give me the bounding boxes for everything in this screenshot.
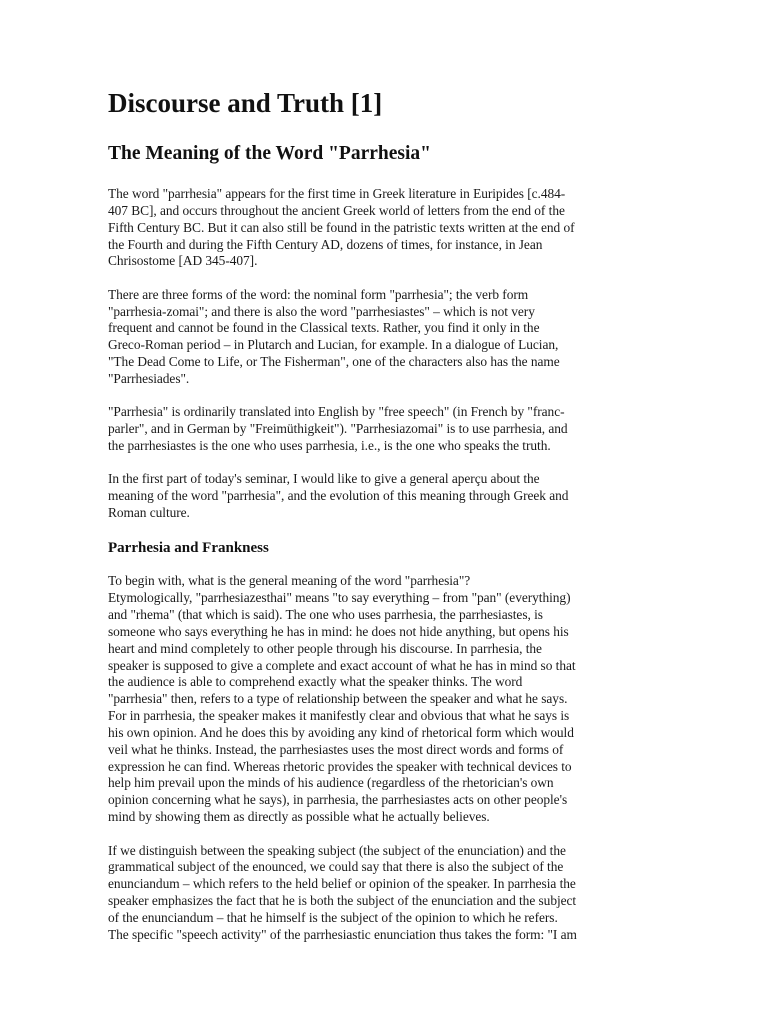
- text-line: expression he can find. Whereas rhetoric provides the speaker with technical devices to: [108, 758, 572, 774]
- text-line: parler", and in German by "Freimüthigkeit"). "Parrhesiazomai" is to use parrhesia, and: [108, 421, 568, 437]
- section-paragraph-1: [108, 573, 658, 826]
- text-line: someone who says everything he has in mind: he does not hide anything, but opens his: [108, 623, 569, 639]
- text-line: the parrhesiastes is the one who uses parrhesia, i.e., is the one who speaks the truth.: [108, 437, 551, 453]
- text-line: "parrhesia-zomai"; and there is also the word "parrhesiastes" – which is not very: [108, 303, 535, 319]
- text-line: 407 BC], and occurs throughout the ancient Greek world of letters from the end of the: [108, 202, 565, 218]
- text-line: Chrisostome [AD 345-407].: [108, 253, 258, 269]
- text-line: Fifth Century BC. But it can also still be found in the patristic texts written at the end of: [108, 219, 575, 235]
- text-line: veil what he thinks. Instead, the parrhesiastes uses the most direct words and forms of: [108, 741, 564, 757]
- paragraph-3: [108, 404, 658, 455]
- text-line: Roman culture.: [108, 505, 190, 520]
- text-line: the audience is able to comprehend exactly what the speaker thinks. The word: [108, 674, 523, 690]
- text-line: In the first part of today's seminar, I would like to give a general aperçu about the: [108, 471, 540, 487]
- text-line: opinion concerning what he says), in parrhesia, the parrhesiastes acts on other people's: [108, 792, 568, 808]
- text-line: "Parrhesiades".: [108, 370, 190, 386]
- text-line: The specific "speech activity" of the parrhesiastic enunciation thus takes the form: "I am: [108, 926, 577, 942]
- text-line: mind by showing them as directly as possible what he actually believes.: [108, 809, 490, 825]
- paragraph-1: [108, 186, 658, 270]
- document-subtitle: The Meaning of the Word "Parrhesia": [108, 143, 431, 164]
- text-line: "Parrhesia" is ordinarily translated into English by "free speech" (in French by "franc-: [108, 404, 565, 420]
- text-line: enunciandum – which refers to the held belief or opinion of the speaker. In parrhesia the: [108, 876, 576, 892]
- document-title: Discourse and Truth [1]: [108, 88, 383, 118]
- text-line: and "rhema" (that which is said). The one who uses parrhesia, the parrhesiastes, is: [108, 607, 543, 623]
- text-line: help him prevail upon the minds of his audience (regardless of the rhetorician's own: [108, 775, 554, 791]
- paragraph-2: [108, 287, 658, 388]
- text-line: meaning of the word "parrhesia", and the evolution of this meaning through Greek and: [108, 488, 569, 504]
- text-line: If we distinguish between the speaking subject (the subject of the enunciation) and the: [108, 842, 566, 858]
- text-line: speaker is supposed to give a complete and exact account of what he has in mind so that: [108, 657, 576, 673]
- section-heading: Parrhesia and Frankness: [108, 540, 269, 557]
- text-line: "The Dead Come to Life, or The Fisherman", one of the characters also has the name: [108, 354, 560, 370]
- text-line: speaker emphasizes the fact that he is both the subject of the enunciation and the subject: [108, 893, 577, 909]
- text-line: For in parrhesia, the speaker makes it manifestly clear and obvious that what he says is: [108, 708, 570, 724]
- text-line: Greco-Roman period – in Plutarch and Lucian, for example. In a dialogue of Lucian,: [108, 337, 559, 353]
- text-line: Etymologically, "parrhesiazesthai" means "to say everything – from "pan" (everything): [108, 590, 571, 606]
- text-line: his own opinion. And he does this by avoiding any kind of rhetorical form which would: [108, 724, 574, 740]
- text-line: There are three forms of the word: the nominal form "parrhesia"; the verb form: [108, 286, 529, 302]
- text-line: frequent and cannot be found in the Classical texts. Rather, you find it only in the: [108, 320, 540, 336]
- text-line: of the enunciandum – that he himself is the subject of the opinion to which he refers.: [108, 909, 558, 925]
- text-line: The word "parrhesia" appears for the first time in Greek literature in Euripides [c.484-: [108, 186, 566, 201]
- text-line: grammatical subject of the enounced, we could say that there is also the subject of the: [108, 859, 564, 875]
- paragraph-4: [108, 471, 658, 522]
- text-line: heart and mind completely to other people through his discourse. In parrhesia, the: [108, 640, 542, 656]
- document-page: [108, 86, 658, 960]
- text-line: "parrhesia" then, refers to a type of relationship between the speaker and what he says.: [108, 691, 568, 707]
- section-paragraph-2: [108, 843, 658, 944]
- text-line: To begin with, what is the general meaning of the word "parrhesia"?: [108, 573, 471, 589]
- text-line: the Fourth and during the Fifth Century AD, dozens of times, for instance, in Jean: [108, 236, 543, 252]
